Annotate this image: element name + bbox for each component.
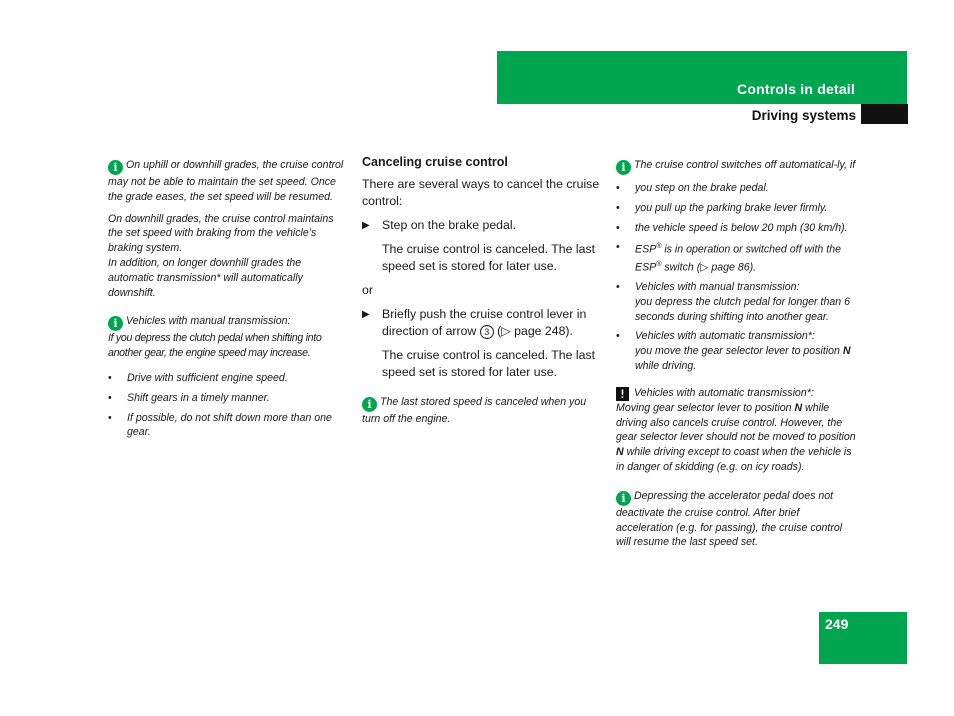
registered-mark: ® [656,260,662,268]
page-reference-link[interactable]: (▷ page 248). [497,324,573,338]
esp-text: ESP [635,261,657,274]
list-item: • If possible, do not shift down more than one gear. [108,411,348,441]
arrow-number-badge: 3 [480,325,494,339]
section-title: Controls in detail [737,81,855,97]
middle-column [362,155,602,437]
page-number-block [819,612,907,664]
bullet-list [616,181,858,374]
info-icon: i [616,160,631,175]
gear-position-label: N [616,446,624,459]
list-item [616,240,858,275]
list-item-text: is in operation or switched off with the [664,243,841,256]
warning-text: Moving gear selector lever to position [616,401,792,414]
info-icon: i [362,397,377,412]
note-text: Vehicles with manual transmission: [126,315,291,328]
note-text: The cruise control switches off automatical-ly, if [634,159,856,171]
step-result: The cruise control is canceled. The last speed set is stored for later use. [382,348,596,379]
info-icon: i [108,316,123,331]
instruction-step [362,306,602,340]
list-item-text: while driving. [635,360,697,373]
note-text: On downhill grades, the cruise control maintains the set speed with braking from the vehicle’s braking system. [108,212,334,255]
or-text: or [362,283,373,297]
note-text: Depressing the accelerator pedal does not deactivate the cruise control. After brief acceleration (e.g. for passing), the cruise control will resume the last speed set. [616,489,843,549]
info-note-manual-transmission [108,314,348,361]
note-text: The last stored speed is canceled when you turn off the engine. [362,396,587,425]
info-icon: i [108,160,123,175]
note-text: In addition, on longer downhill grades the automatic transmission* will automatically downshift. [108,256,303,299]
warning-text: Vehicles with automatic transmission*: [634,386,814,399]
list-item-text: Vehicles with manual transmission: [635,281,800,294]
gear-position-label: N [842,345,851,358]
info-icon: i [616,491,631,506]
right-column [616,158,858,560]
step-text: Step on the brake pedal. [382,218,516,232]
step-arrow-icon: ▶ [362,220,370,231]
info-note-grades [108,158,348,300]
section-heading: Canceling cruise control [362,155,508,169]
subsection-title: Driving systems [751,108,856,123]
warning-note [616,386,858,475]
page-reference-link[interactable]: switch (▷ page 86). [664,261,757,274]
warning-text: while driving except to coast when the vehicle is in danger of skidding (e.g. on icy roads). [616,446,852,474]
instruction-step [362,217,602,234]
bullet-list [108,371,348,440]
intro-text: There are several ways to cancel the cruise control: [362,177,600,208]
list-item: • Drive with sufficient engine speed. [108,371,348,386]
esp-text: ESP [635,243,657,256]
list-item [616,280,858,324]
warning-text: while driving also cancels cruise control. However, the gear selector lever should not be moved to position [616,401,856,444]
list-item [616,329,858,373]
registered-mark: ® [656,243,662,251]
list-item-text: you depress the clutch pedal for longer than 6 seconds during shifting into another gear. [635,295,850,323]
info-note-stored-speed [362,395,602,427]
list-item-text: Vehicles with automatic transmission*: [635,330,815,343]
header-bar [497,51,907,104]
page-number: 249 [825,616,849,632]
note-text: On uphill or downhill grades, the cruise control may not be able to maintain the set speed. Once the grade eases, the set speed will be resumed. [108,159,344,203]
warning-icon: ! [616,387,629,401]
step-result: The cruise control is canceled. The last speed set is stored for later use. [382,242,596,273]
left-column [108,158,348,445]
list-item: • Shift gears in a timely manner. [108,391,348,406]
list-item: • you step on the brake pedal. [616,181,858,196]
list-item: • the vehicle speed is below 20 mph (30 km/h). [616,221,858,236]
step-text: Briefly push the cruise control lever in direction of arrow [382,307,587,338]
note-text: If you depress the clutch pedal when shifting into another gear, the engine speed may increase. [108,332,322,360]
info-note-switch-off [616,158,858,175]
list-item: • you pull up the parking brake lever firmly. [616,201,858,216]
section-tab-marker [861,104,908,124]
list-item-text: you move the gear selector lever to position [635,345,840,358]
gear-position-label: N [794,401,803,414]
info-note-accelerator [616,489,858,550]
step-arrow-icon: ▶ [362,309,370,320]
